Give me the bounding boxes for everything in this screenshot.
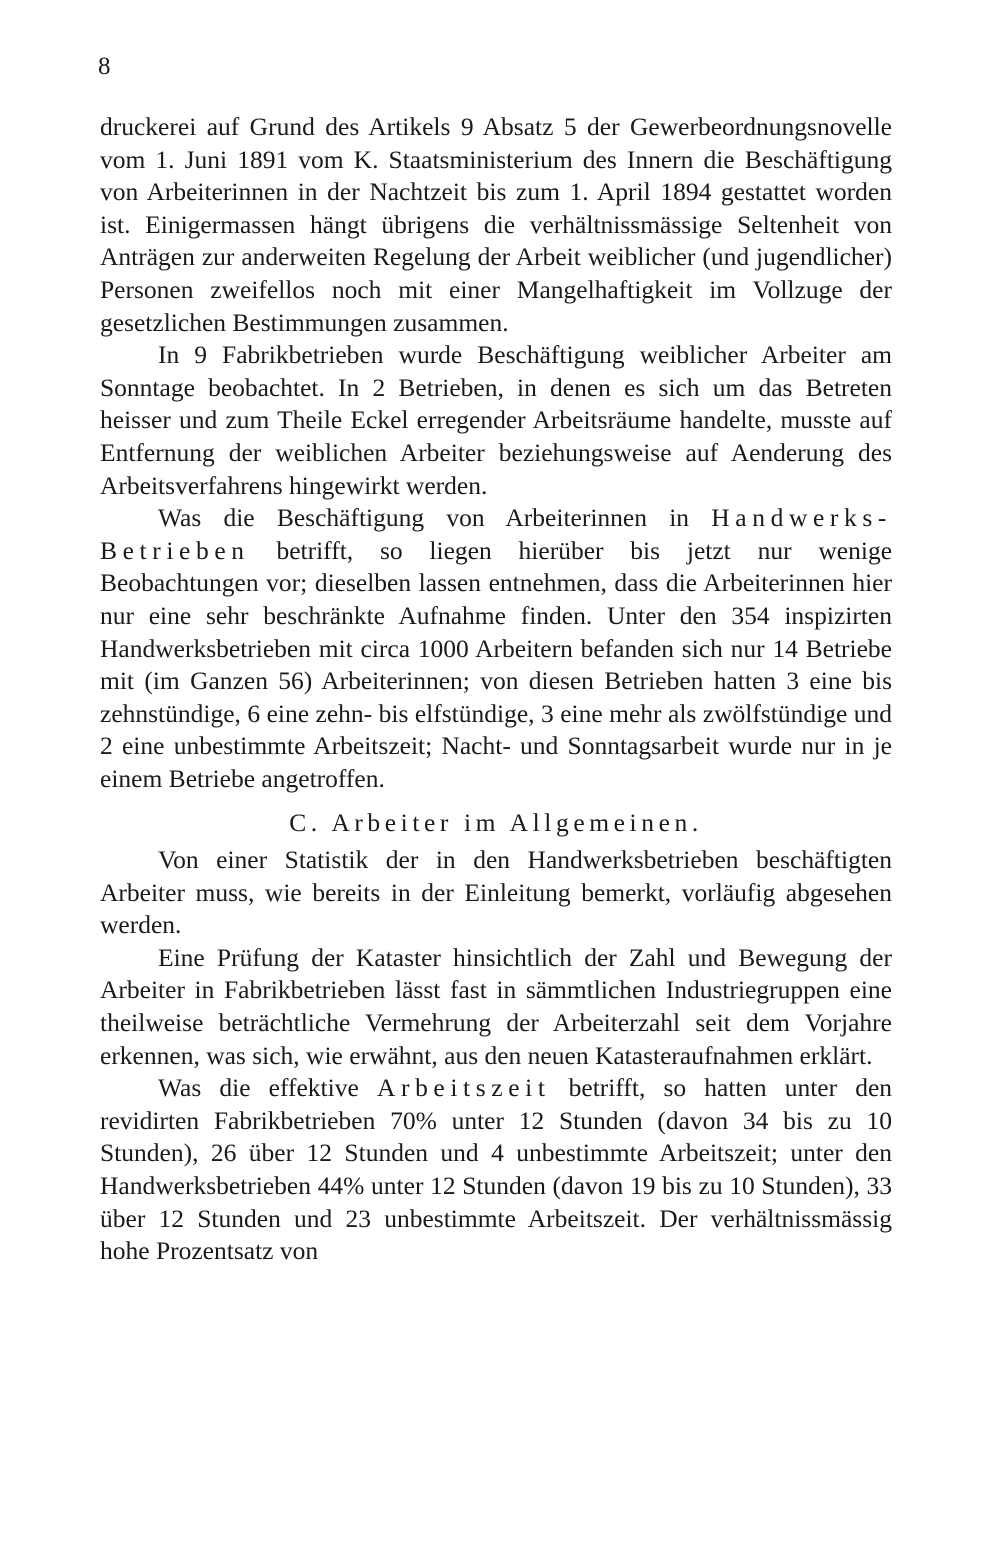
- body-text: [100, 111, 892, 1268]
- paragraph: Eine Prüfung der Kataster hinsichtlich der Zahl und Bewegung der Arbeiter in Fabrikbetrieben lässt fast in sämmtlichen Industriegruppen eine theilweise beträchtliche Vermehrung der Arbeiterzahl seit dem Vorjahre erkennen, was sich, wie erwähnt, aus den neuen Katasteraufnahmen erklärt.: [100, 942, 892, 1070]
- paragraph: druckerei auf Grund des Artikels 9 Absatz 5 der Gewerbeordnungsnovelle vom 1. Juni 1891 vom K. Staatsministerium des Innern die Beschäftigung von Arbeiterinnen in der Nachtzeit bis zum 1. April 1894 gestattet worden ist. Einigermassen hängt übrigens die verhältnissmässige Seltenheit von Anträgen zur anderweiten Regelung der Arbeit weiblicher (und jugendlicher) Personen zweifellos noch mit einer Mangelhaftigkeit im Vollzuge der gesetzlichen Bestimmungen zusammen.: [100, 112, 892, 337]
- page-number: 8: [98, 53, 111, 80]
- emphasized-term: Handwerks-Betrieben: [100, 503, 892, 565]
- section-heading: C. Arbeiter im Allgemeinen.: [289, 808, 703, 838]
- paragraph-text: betrifft, so hatten unter den revidirten Fabrikbetrieben 70% unter 12 Stunden (davon 34 bis zu 10 Stunden), 26 über 12 Stunden und 4 unbestimmte Arbeitszeit; unter den Handwerksbetrieben 44% unter 12 Stunden (davon 19 bis zu 10 Stunden), 33 über 12 Stunden und 23 unbestimmte Arbeitszeit. Der verhältnissmässig hohe Prozentsatz von: [100, 1073, 893, 1266]
- paragraph: [100, 1072, 892, 1268]
- paragraph: [100, 502, 892, 795]
- paragraph-text: Was die Beschäftigung von Arbeiterinnen in: [158, 503, 690, 533]
- paragraph: In 9 Fabrikbetrieben wurde Beschäftigung weiblicher Arbeiter am Sonntage beobachtet. In 2 Betrieben, in denen es sich um das Betreten heisser und zum Theile Eckel erregender Arbeitsräume handelte, musste auf Entfernung der weiblichen Arbeiter beziehungsweise auf Aenderung des Arbeitsverfahrens hingewirkt werden.: [100, 340, 892, 500]
- paragraph-text: betrifft, so liegen hierüber bis jetzt nur wenige Beobachtungen vor; dieselben lassen entnehmen, dass die Arbeiterinnen hier nur eine sehr beschränkte Aufnahme finden. Unter den 354 inspizirten Handwerksbetrieben mit circa 1000 Arbeitern befanden sich nur 14 Betriebe mit (im Ganzen 56) Arbeiterinnen; von diesen Betrieben hatten 3 eine bis zehnstündige, 6 eine zehn- bis elfstündige, 3 eine mehr als zwölfstündige und 2 eine unbestimmte Arbeitszeit; Nacht- und Sonntagsarbeit wurde nur in je einem Betriebe angetroffen.: [100, 535, 893, 793]
- paragraph-text: Was die effektive: [158, 1073, 359, 1103]
- emphasized-term: Arbeitszeit: [376, 1073, 551, 1103]
- paragraph: Von einer Statistik der in den Handwerksbetrieben beschäftigten Arbeiter muss, wie bereits in der Einleitung bemerkt, vorläufig abgesehen werden.: [100, 845, 892, 940]
